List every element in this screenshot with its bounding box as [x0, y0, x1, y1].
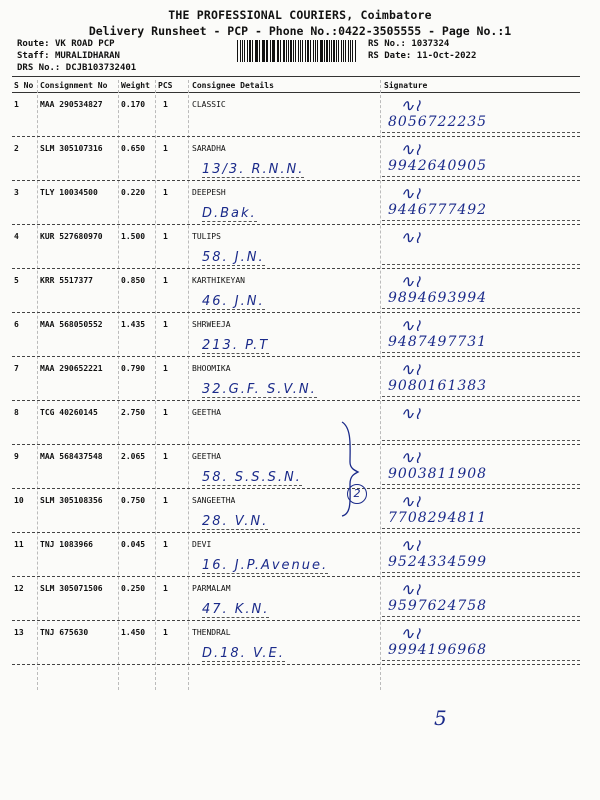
company-title: THE PROFESSIONAL COURIERS, Coimbatore — [168, 8, 432, 22]
row-pcs: 1 — [163, 496, 168, 505]
row-signature-scribble: ∿≀ — [400, 228, 421, 248]
row-consignee-name: KARTHIKEYAN — [192, 276, 245, 285]
row-signature-scribble: ∿≀ — [400, 624, 421, 644]
row-weight: 1.450 — [121, 628, 146, 637]
row-sno: 1 — [14, 100, 19, 109]
col-divider — [155, 80, 156, 690]
row-consignee-address: 58. S.S.S.N. — [202, 470, 302, 485]
row-consignment-no: MAA 290652221 — [40, 364, 103, 373]
row-sno: 12 — [14, 584, 24, 593]
row-divider — [12, 400, 580, 401]
row-consignee-name: SHRWEEJA — [192, 320, 231, 329]
row-consignee-address: 46. J.N. — [202, 294, 265, 309]
rs-date-line — [368, 51, 476, 61]
row-consignment-no: TCG 40260145 — [40, 408, 98, 417]
row-divider — [12, 444, 580, 445]
row-consignee-name: GEETHA — [192, 452, 221, 461]
row-signature-scribble: ∿≀ — [400, 96, 421, 116]
row-consignment-no: KUR 527680970 — [40, 232, 103, 241]
row-weight: 0.170 — [121, 100, 146, 109]
row-divider — [12, 180, 580, 181]
row-consignment-no: SLM 305108356 — [40, 496, 103, 505]
row-pcs: 1 — [163, 584, 168, 593]
row-signature-line — [382, 132, 580, 133]
row-weight: 0.850 — [121, 276, 146, 285]
row-sno: 13 — [14, 628, 24, 637]
row-signature-scribble: ∿≀ — [400, 316, 421, 336]
staff-line — [17, 51, 120, 61]
staff-label: Staff: — [17, 51, 50, 61]
row-divider — [12, 576, 580, 577]
row-consignment-no: SLM 305071506 — [40, 584, 103, 593]
row-sno: 11 — [14, 540, 24, 549]
row-signature-line — [382, 176, 580, 177]
col-pcs-header: PCS — [158, 81, 173, 90]
row-consignee-name: DEEPESH — [192, 188, 226, 197]
row-consignee-address: 58. J.N. — [202, 250, 265, 265]
row-signature-line — [382, 352, 580, 353]
row-signature-phone: 9487497731 — [388, 334, 488, 350]
row-pcs: 1 — [163, 188, 168, 197]
row-signature-phone: 9080161383 — [388, 378, 488, 394]
row-consignment-no: SLM 305107316 — [40, 144, 103, 153]
row-sno: 6 — [14, 320, 19, 329]
row-divider — [12, 136, 580, 137]
rs-no-label: RS No.: — [368, 39, 406, 49]
row-signature-line — [382, 440, 580, 441]
barcode-image — [237, 40, 357, 62]
row-consignee-address: 213. P.T — [202, 338, 270, 353]
row-consignee-address: 32.G.F. S.V.N. — [202, 382, 317, 397]
drs-value: DCJB103732401 — [65, 63, 137, 73]
row-consignee-name: SANGEETHA — [192, 496, 236, 505]
rs-no-value: 1037324 — [411, 39, 450, 49]
row-weight: 1.500 — [121, 232, 146, 241]
row-weight: 0.045 — [121, 540, 146, 549]
row-consignee-address: 13/3. R.N.N. — [202, 162, 305, 177]
row-divider — [12, 224, 580, 225]
row-sno: 7 — [14, 364, 19, 373]
row-signature-phone: 7708294811 — [388, 510, 488, 526]
row-consignment-no: TNJ 1083966 — [40, 540, 93, 549]
row-consignee-address: 16. J.P.Avenue. — [202, 558, 329, 573]
footer-handwritten-mark: 5 — [434, 706, 447, 730]
row-pcs: 1 — [163, 364, 168, 373]
row-consignee-address: 28. V.N. — [202, 514, 269, 529]
rs-date-label: RS Date: — [368, 51, 412, 61]
col-divider — [37, 80, 38, 690]
col-divider — [188, 80, 189, 690]
header-divider — [12, 76, 580, 77]
col-consignee-header: Consignee Details — [192, 81, 274, 90]
row-signature-scribble: ∿≀ — [400, 536, 421, 556]
row-consignee-name: TULIPS — [192, 232, 221, 241]
row-signature-scribble: ∿≀ — [400, 448, 421, 468]
row-signature-phone: 8056722235 — [388, 114, 488, 130]
row-divider — [12, 488, 580, 489]
row-signature-line — [382, 572, 580, 573]
row-signature-phone: 9524334599 — [388, 554, 488, 570]
row-signature-scribble: ∿≀ — [400, 492, 421, 512]
row-pcs: 1 — [163, 320, 168, 329]
row-consignment-no: KRR 5517377 — [40, 276, 93, 285]
row-sno: 10 — [14, 496, 24, 505]
row-signature-scribble: ∿≀ — [400, 404, 421, 424]
row-consignment-no: TNJ 675630 — [40, 628, 89, 637]
row-sno: 4 — [14, 232, 19, 241]
col-sno-header: S No — [14, 81, 34, 90]
row-weight: 0.750 — [121, 496, 146, 505]
row-divider — [12, 356, 580, 357]
row-signature-scribble: ∿≀ — [400, 140, 421, 160]
rs-no-line — [368, 39, 449, 49]
row-signature-scribble: ∿≀ — [400, 184, 421, 204]
row-signature-phone: 9003811908 — [388, 466, 488, 482]
column-header-divider — [12, 92, 580, 93]
row-consignee-name: SARADHA — [192, 144, 226, 153]
row-consignee-name: GEETHA — [192, 408, 221, 417]
row-signature-phone: 9597624758 — [388, 598, 488, 614]
row-pcs: 1 — [163, 452, 168, 461]
row-signature-line — [382, 528, 580, 529]
drs-label: DRS No.: — [17, 63, 61, 73]
row-consignee-name: THENDRAL — [192, 628, 231, 637]
col-weight-header: Weight — [121, 81, 150, 90]
route-line — [17, 39, 115, 49]
route-label: Route: — [17, 39, 50, 49]
col-consignment-header: Consignment No — [40, 81, 108, 90]
row-consignee-name: BHOOMIKA — [192, 364, 231, 373]
row-pcs: 1 — [163, 276, 168, 285]
row-divider — [12, 664, 580, 665]
row-weight: 2.065 — [121, 452, 146, 461]
row-sno: 3 — [14, 188, 19, 197]
row-pcs: 1 — [163, 408, 168, 417]
row-weight: 0.250 — [121, 584, 146, 593]
row-consignee-address: 47. K.N. — [202, 602, 270, 617]
row-pcs: 1 — [163, 628, 168, 637]
row-pcs: 1 — [163, 540, 168, 549]
row-sno: 5 — [14, 276, 19, 285]
col-divider — [380, 80, 381, 690]
row-weight: 0.790 — [121, 364, 146, 373]
row-signature-scribble: ∿≀ — [400, 580, 421, 600]
row-consignee-address: D.Bak. — [202, 206, 257, 221]
row-weight: 1.435 — [121, 320, 146, 329]
row-sno: 8 — [14, 408, 19, 417]
row-pcs: 1 — [163, 232, 168, 241]
row-signature-phone: 9446777492 — [388, 202, 488, 218]
row-signature-line — [382, 616, 580, 617]
row-consignment-no: MAA 290534827 — [40, 100, 103, 109]
rs-date-value: 11-Oct-2022 — [416, 51, 477, 61]
row-signature-line — [382, 308, 580, 309]
row-consignment-no: MAA 568050552 — [40, 320, 103, 329]
row-divider — [12, 312, 580, 313]
staff-value: MURALIDHARAN — [54, 51, 120, 61]
row-signature-phone: 9894693994 — [388, 290, 488, 306]
row-divider — [12, 532, 580, 533]
row-signature-line — [382, 220, 580, 221]
row-consignee-name: CLASSIC — [192, 100, 226, 109]
row-signature-phone: 9942640905 — [388, 158, 488, 174]
runsheet-subtitle: Delivery Runsheet - PCP - Phone No.:0422-3505555 - Page No.:1 — [88, 24, 512, 38]
drs-line — [17, 63, 136, 73]
row-weight: 0.220 — [121, 188, 146, 197]
row-signature-scribble: ∿≀ — [400, 360, 421, 380]
row-signature-line — [382, 660, 580, 661]
row-signature-line — [382, 264, 580, 265]
row-signature-phone: 9994196968 — [388, 642, 488, 658]
row-weight: 2.750 — [121, 408, 146, 417]
row-consignment-no: TLY 10034500 — [40, 188, 98, 197]
row-consignee-name: DEVI — [192, 540, 212, 549]
row-divider — [12, 620, 580, 621]
col-signature-header: Signature — [384, 81, 428, 90]
row-pcs: 1 — [163, 100, 168, 109]
row-divider — [12, 268, 580, 269]
row-signature-scribble: ∿≀ — [400, 272, 421, 292]
row-signature-line — [382, 396, 580, 397]
row-pcs: 1 — [163, 144, 168, 153]
row-sno: 9 — [14, 452, 19, 461]
row-weight: 0.650 — [121, 144, 146, 153]
row-sno: 2 — [14, 144, 19, 153]
row-consignee-name: PARMALAM — [192, 584, 231, 593]
row-consignment-no: MAA 568437548 — [40, 452, 103, 461]
route-value: VK ROAD PCP — [54, 39, 115, 49]
circled-two-mark: 2 — [347, 484, 367, 504]
row-consignee-address: D.18. V.E. — [202, 646, 285, 661]
col-divider — [118, 80, 119, 690]
row-signature-line — [382, 484, 580, 485]
